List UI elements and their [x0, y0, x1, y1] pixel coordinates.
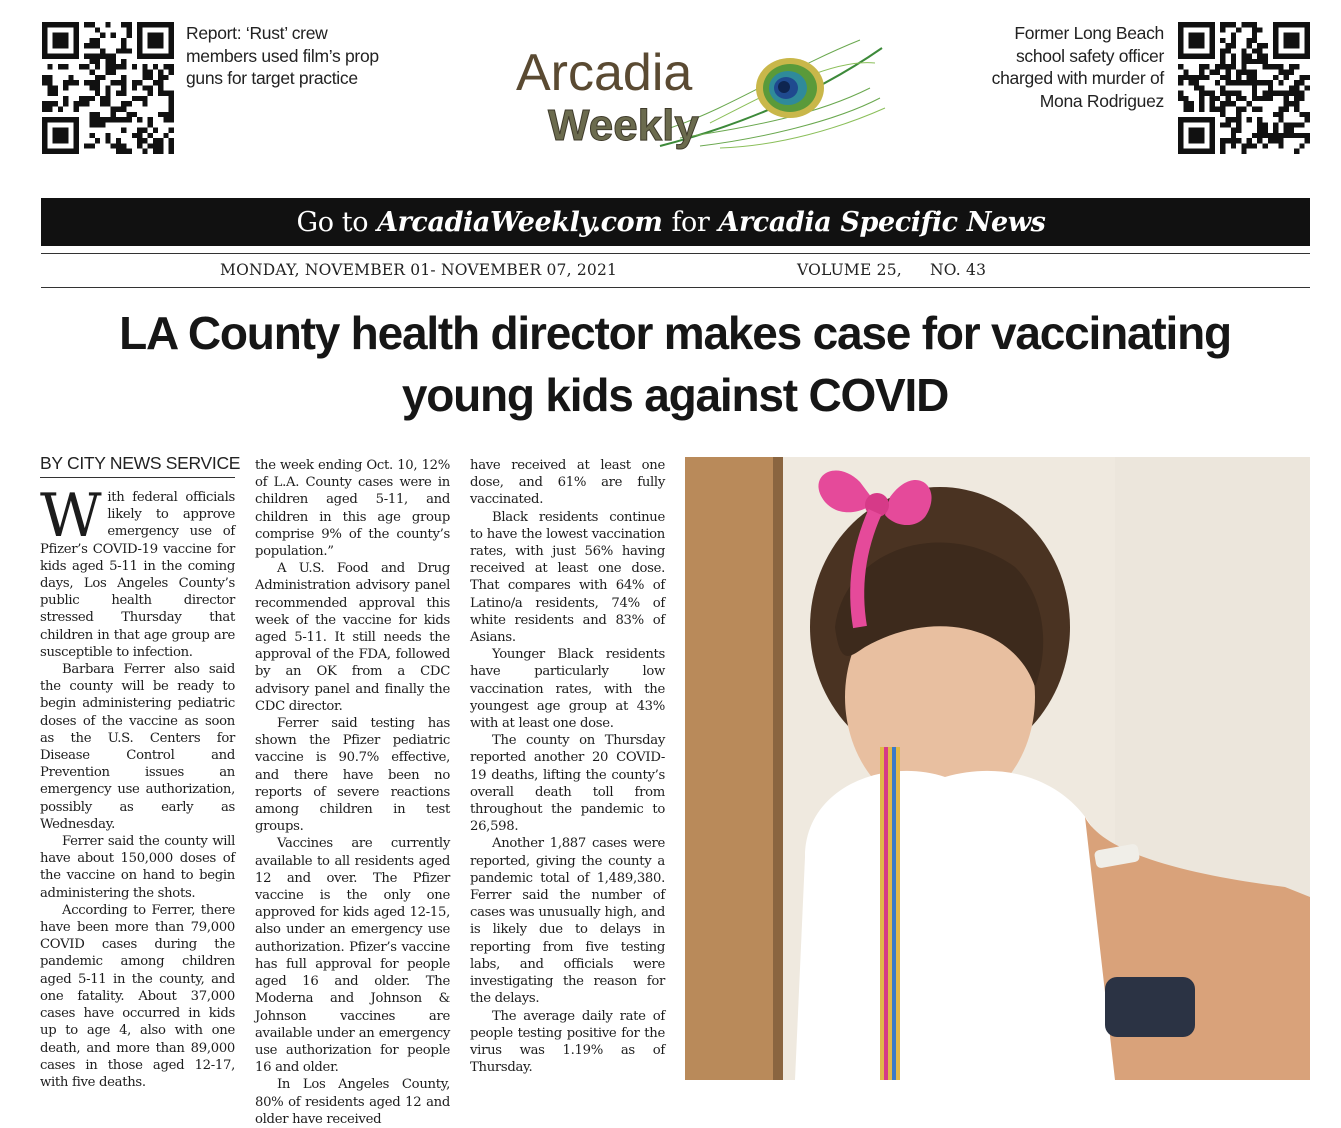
column-1-paragraph-1: With federal officials likely to approve emergency use of Pfizer’s COVID-19 vaccine for kids aged 5-11 in the coming days, Los Angeles County’s public health director stressed Thursday that children in that age group are susceptible to infection. — [40, 481, 235, 660]
column-2-paragraph-3: Ferrer said testing has shown the Pfizer pediatric vaccine is 90.7% effective, and there have been no reports of severe reactions among children in test groups. — [255, 716, 450, 835]
column-1-paragraph-3: Ferrer said the county will have about 150,000 doses of the vaccine on hand to begin administering the shots. — [40, 834, 235, 901]
vaccinated-child-photo — [685, 457, 1310, 1080]
column-1-paragraph-2: Barbara Ferrer also said the county will be ready to begin administering pediatric doses of the vaccine as soon as the U.S. Centers for Disease Control and Prevention issues an emergency use authorization, possibly as early as Wednesday. — [40, 662, 235, 832]
column-3-paragraph-2: Black residents continue to have the lowest vaccination rates, with just 56% having received at least one dose. That compares with 64% of Latino/a residents, 74% of white residents and 83% of Asians. — [470, 509, 665, 646]
issue-number: NO. 43 — [930, 261, 987, 279]
article-column-3 — [470, 457, 665, 1080]
banner-prefix: Go to — [296, 206, 369, 238]
banner-site-link[interactable]: ArcadiaWeekly.com — [377, 206, 663, 238]
article-column-2 — [255, 457, 450, 1127]
column-2-paragraph-4: Vaccines are currently available to all residents aged 12 and over. The Pfizer vaccine is the only one approved for kids aged 12-15, also under an emergency use authorization. Pfizer’s vaccine has full approval for people aged 16 and older. The Moderna and Johnson & Johnson vaccines are available under an emergency use authorization for people 16 and older. — [255, 836, 450, 1076]
column-3-paragraph-5: Another 1,887 cases were reported, giving the county a pandemic total of 1,489,380. Ferrer said the number of cases was unusually high, and is likely due to delays in reporting from five testing labs, and officials were investigating the reason for the delays. — [470, 836, 665, 1007]
site-banner[interactable] — [41, 198, 1310, 246]
issue-volume: VOLUME 25, — [797, 261, 902, 279]
column-2-paragraph-2: A U.S. Food and Drug Administration advisory panel recommended approval this week of the vaccine for kids aged 5-11. It still needs the approval of the FDA, followed by an OK from a CDC advisory panel and finally the CDC director. — [255, 561, 450, 714]
masthead-weekly: Weekly — [548, 101, 699, 150]
qr-code-left-icon[interactable] — [42, 22, 174, 154]
column-1-paragraph-4: According to Ferrer, there have been more than 79,000 COVID cases during the pandemic among children aged 5-11 in the county, and one fatality. About 37,000 cases have occurred in kids up to age 4, also with one death, and more than 89,000 cases in those aged 12-17, with five deaths. — [40, 902, 235, 1090]
teaser-rust-crew-link[interactable]: Report: ‘Rust’ crew members used film’s prop guns for target practice — [186, 23, 379, 88]
column-3-paragraph-4: The county on Thursday reported another 20 COVID-19 deaths, lifting the county’s overall death toll from throughout the pandemic to 26,598. — [470, 733, 665, 835]
column-2-paragraph-5: In Los Angeles County, 80% of residents aged 12 and older have received — [255, 1077, 450, 1127]
banner-middle: for — [671, 206, 710, 238]
teaser-long-beach-link[interactable]: Former Long Beach school safety officer charged with murder of Mona Rodriguez — [991, 23, 1164, 111]
masthead-arcadia: Arcadia — [516, 44, 693, 102]
qr-code-right-icon[interactable] — [1178, 22, 1310, 154]
divider-top — [41, 253, 1310, 254]
banner-tagline: Arcadia Specific News — [718, 206, 1046, 238]
column-2-paragraph-1: the week ending Oct. 10, 12% of L.A. County cases were in children aged 5-11, and children in this age group comprise 9% of the county’s population.” — [255, 458, 450, 560]
masthead-logo[interactable] — [510, 28, 890, 158]
article-headline: LA County health director makes case for vaccinating young kids against COVID — [119, 307, 1231, 421]
column-3-paragraph-6: The average daily rate of people testing positive for the virus was 1.19% as of Thursday. — [470, 1008, 665, 1076]
column-3-paragraph-3: Younger Black residents have particularly low vaccination rates, with the youngest age group at 43% with at least one dose. — [470, 647, 665, 732]
drop-cap: W — [40, 481, 102, 551]
byline-divider — [40, 477, 235, 478]
article-byline: BY CITY NEWS SERVICE — [40, 453, 241, 473]
column-3-paragraph-1: have received at least one dose, and 61% are fully vaccinated. — [470, 458, 665, 508]
issue-date: MONDAY, NOVEMBER 01- NOVEMBER 07, 2021 — [220, 261, 618, 279]
article-column-1 — [40, 481, 235, 1090]
divider-bottom — [41, 287, 1310, 288]
